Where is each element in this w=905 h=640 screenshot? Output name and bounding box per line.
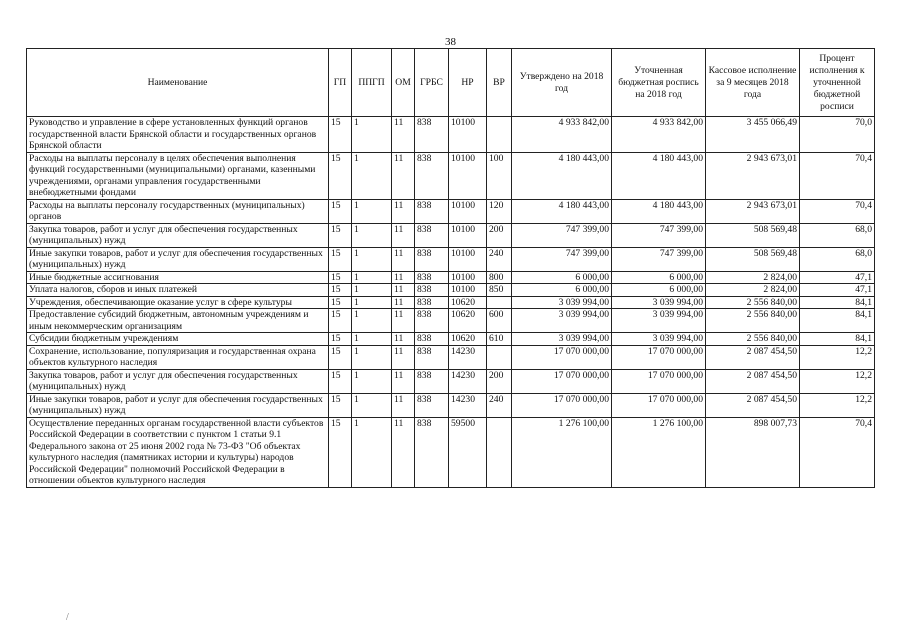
cell-vr: 610 [487, 333, 512, 346]
cell-name: Закупка товаров, работ и услуг для обеспечения государственных (муниципальных) нужд [27, 223, 329, 247]
cell-approved: 3 039 994,00 [512, 333, 612, 346]
cell-gp: 15 [329, 223, 352, 247]
cell-vr: 240 [487, 393, 512, 417]
cell-percent: 84,1 [800, 309, 875, 333]
cell-approved: 17 070 000,00 [512, 369, 612, 393]
cell-name: Осуществление переданных органам государственной власти субъектов Российской Федерации в соответствии с пунктом 1 статьи 9.1 Федерального закона от 25 июня 2002 года № 73-ФЗ "Об объектах культурного наследия (памятниках истории и культуры) народов Российской Федерации" полномочий Российской Федерации в отношении объектов культурного наследия [27, 417, 329, 487]
header-cash: Кассовое исполнение за 9 месяцев 2018 года [706, 49, 800, 117]
cell-approved: 6 000,00 [512, 284, 612, 297]
cell-cash: 2 943 673,01 [706, 199, 800, 223]
cell-clarified: 747 399,00 [612, 247, 706, 271]
cell-cash: 3 455 066,49 [706, 117, 800, 153]
cell-np: 10100 [449, 247, 487, 271]
cell-clarified: 747 399,00 [612, 223, 706, 247]
cell-clarified: 17 070 000,00 [612, 345, 706, 369]
cell-gp: 15 [329, 117, 352, 153]
header-ppgp: ППГП [352, 49, 392, 117]
table-row [27, 309, 875, 333]
cell-om: 11 [392, 271, 415, 284]
cell-name: Расходы на выплаты персоналу государственных (муниципальных) органов [27, 199, 329, 223]
cell-gp: 15 [329, 309, 352, 333]
header-gp: ГП [329, 49, 352, 117]
cell-name: Иные бюджетные ассигнования [27, 271, 329, 284]
table-row [27, 199, 875, 223]
cell-vr: 850 [487, 284, 512, 297]
cell-gp: 15 [329, 152, 352, 199]
cell-clarified: 4 180 443,00 [612, 199, 706, 223]
cell-grbs: 838 [415, 117, 449, 153]
cell-np: 10100 [449, 284, 487, 297]
cell-np: 10100 [449, 199, 487, 223]
cell-percent: 12,2 [800, 393, 875, 417]
cell-approved: 747 399,00 [512, 247, 612, 271]
cell-ppgp: 1 [352, 369, 392, 393]
cell-cash: 508 569,48 [706, 223, 800, 247]
cell-vr: 240 [487, 247, 512, 271]
cell-ppgp: 1 [352, 199, 392, 223]
cell-om: 11 [392, 296, 415, 309]
cell-gp: 15 [329, 333, 352, 346]
cell-grbs: 838 [415, 271, 449, 284]
cell-grbs: 838 [415, 309, 449, 333]
cell-name: Уплата налогов, сборов и иных платежей [27, 284, 329, 297]
table-header-row [27, 49, 875, 117]
cell-cash: 2 556 840,00 [706, 333, 800, 346]
cell-ppgp: 1 [352, 117, 392, 153]
cell-ppgp: 1 [352, 271, 392, 284]
table-row [27, 117, 875, 153]
cell-vr [487, 117, 512, 153]
cell-ppgp: 1 [352, 223, 392, 247]
cell-clarified: 4 180 443,00 [612, 152, 706, 199]
header-om: ОМ [392, 49, 415, 117]
cell-grbs: 838 [415, 199, 449, 223]
header-approved: Утверждено на 2018 год [512, 49, 612, 117]
cell-clarified: 3 039 994,00 [612, 309, 706, 333]
cell-vr: 200 [487, 369, 512, 393]
table-row [27, 271, 875, 284]
cell-approved: 747 399,00 [512, 223, 612, 247]
cell-vr [487, 296, 512, 309]
table-row [27, 152, 875, 199]
cell-vr [487, 345, 512, 369]
cell-gp: 15 [329, 417, 352, 487]
cell-om: 11 [392, 152, 415, 199]
cell-ppgp: 1 [352, 393, 392, 417]
cell-name: Учреждения, обеспечивающие оказание услуг в сфере культуры [27, 296, 329, 309]
cell-percent: 70,4 [800, 199, 875, 223]
header-np: НР [449, 49, 487, 117]
cell-om: 11 [392, 369, 415, 393]
table-body [27, 117, 875, 488]
cell-approved: 4 180 443,00 [512, 199, 612, 223]
cell-cash: 2 556 840,00 [706, 309, 800, 333]
budget-execution-table [26, 48, 875, 488]
cell-clarified: 3 039 994,00 [612, 296, 706, 309]
cell-cash: 2 087 454,50 [706, 345, 800, 369]
cell-cash: 2 824,00 [706, 271, 800, 284]
cell-percent: 68,0 [800, 247, 875, 271]
cell-grbs: 838 [415, 247, 449, 271]
cell-cash: 2 087 454,50 [706, 369, 800, 393]
table-row [27, 345, 875, 369]
cell-np: 10620 [449, 333, 487, 346]
cell-om: 11 [392, 333, 415, 346]
cell-vr: 200 [487, 223, 512, 247]
cell-np: 10620 [449, 309, 487, 333]
cell-om: 11 [392, 309, 415, 333]
table-row [27, 223, 875, 247]
cell-np: 14230 [449, 393, 487, 417]
cell-cash: 898 007,73 [706, 417, 800, 487]
header-vr: ВР [487, 49, 512, 117]
cell-om: 11 [392, 117, 415, 153]
cell-ppgp: 1 [352, 152, 392, 199]
cell-cash: 2 824,00 [706, 284, 800, 297]
cell-percent: 84,1 [800, 296, 875, 309]
cell-om: 11 [392, 199, 415, 223]
cell-ppgp: 1 [352, 284, 392, 297]
cell-approved: 3 039 994,00 [512, 296, 612, 309]
cell-approved: 3 039 994,00 [512, 309, 612, 333]
cell-grbs: 838 [415, 152, 449, 199]
cell-cash: 508 569,48 [706, 247, 800, 271]
cell-vr: 800 [487, 271, 512, 284]
cell-grbs: 838 [415, 333, 449, 346]
cell-approved: 6 000,00 [512, 271, 612, 284]
cell-np: 10100 [449, 223, 487, 247]
cell-percent: 70,0 [800, 117, 875, 153]
header-clarified: Уточненная бюджетная роспись на 2018 год [612, 49, 706, 117]
cell-clarified: 4 933 842,00 [612, 117, 706, 153]
cell-om: 11 [392, 247, 415, 271]
cell-name: Предоставление субсидий бюджетным, автономным учреждениям и иным некоммерческим организациям [27, 309, 329, 333]
cell-approved: 17 070 000,00 [512, 393, 612, 417]
cell-percent: 84,1 [800, 333, 875, 346]
cell-cash: 2 943 673,01 [706, 152, 800, 199]
cell-gp: 15 [329, 247, 352, 271]
cell-gp: 15 [329, 369, 352, 393]
cell-clarified: 6 000,00 [612, 271, 706, 284]
cell-clarified: 17 070 000,00 [612, 393, 706, 417]
cell-approved: 4 933 842,00 [512, 117, 612, 153]
cell-np: 10100 [449, 117, 487, 153]
cell-om: 11 [392, 284, 415, 297]
header-grbs: ГРБС [415, 49, 449, 117]
cell-ppgp: 1 [352, 417, 392, 487]
cell-grbs: 838 [415, 369, 449, 393]
cell-clarified: 3 039 994,00 [612, 333, 706, 346]
cell-clarified: 6 000,00 [612, 284, 706, 297]
cell-percent: 68,0 [800, 223, 875, 247]
cell-percent: 12,2 [800, 369, 875, 393]
cell-ppgp: 1 [352, 333, 392, 346]
cell-gp: 15 [329, 345, 352, 369]
cell-percent: 70,4 [800, 152, 875, 199]
cell-gp: 15 [329, 271, 352, 284]
cell-ppgp: 1 [352, 247, 392, 271]
cell-om: 11 [392, 223, 415, 247]
page-number: 38 [445, 36, 456, 48]
cell-vr: 600 [487, 309, 512, 333]
table-row [27, 333, 875, 346]
cell-ppgp: 1 [352, 296, 392, 309]
cell-np: 59500 [449, 417, 487, 487]
header-name: Наименование [27, 49, 329, 117]
table-row [27, 296, 875, 309]
table-row [27, 393, 875, 417]
cell-gp: 15 [329, 296, 352, 309]
cell-ppgp: 1 [352, 309, 392, 333]
cell-gp: 15 [329, 284, 352, 297]
cell-np: 14230 [449, 369, 487, 393]
cell-om: 11 [392, 417, 415, 487]
cell-grbs: 838 [415, 223, 449, 247]
cell-clarified: 1 276 100,00 [612, 417, 706, 487]
cell-grbs: 838 [415, 417, 449, 487]
table-row [27, 247, 875, 271]
margin-mark: / [66, 612, 69, 623]
cell-name: Закупка товаров, работ и услуг для обеспечения государственных (муниципальных) нужд [27, 369, 329, 393]
cell-percent: 47,1 [800, 271, 875, 284]
cell-clarified: 17 070 000,00 [612, 369, 706, 393]
cell-vr: 100 [487, 152, 512, 199]
cell-gp: 15 [329, 393, 352, 417]
cell-grbs: 838 [415, 393, 449, 417]
cell-np: 10620 [449, 296, 487, 309]
cell-grbs: 838 [415, 296, 449, 309]
cell-om: 11 [392, 345, 415, 369]
cell-cash: 2 087 454,50 [706, 393, 800, 417]
cell-percent: 47,1 [800, 284, 875, 297]
cell-vr: 120 [487, 199, 512, 223]
table-row [27, 284, 875, 297]
cell-cash: 2 556 840,00 [706, 296, 800, 309]
table-row [27, 417, 875, 487]
cell-approved: 1 276 100,00 [512, 417, 612, 487]
header-percent: Процент исполнения к уточненной бюджетной росписи [800, 49, 875, 117]
table-row [27, 369, 875, 393]
cell-np: 10100 [449, 271, 487, 284]
cell-name: Руководство и управление в сфере установленных функций органов государственной власти Брянской области и государственных органов Брянской области [27, 117, 329, 153]
cell-ppgp: 1 [352, 345, 392, 369]
cell-np: 14230 [449, 345, 487, 369]
cell-name: Иные закупки товаров, работ и услуг для обеспечения государственных (муниципальных) нужд [27, 393, 329, 417]
cell-name: Расходы на выплаты персоналу в целях обеспечения выполнения функций государственными (муниципальными) органами, казенными учреждениями, органами управления государственными внебюджетными фондами [27, 152, 329, 199]
cell-approved: 17 070 000,00 [512, 345, 612, 369]
cell-grbs: 838 [415, 284, 449, 297]
cell-name: Иные закупки товаров, работ и услуг для обеспечения государственных (муниципальных) нужд [27, 247, 329, 271]
cell-name: Субсидии бюджетным учреждениям [27, 333, 329, 346]
cell-percent: 70,4 [800, 417, 875, 487]
cell-gp: 15 [329, 199, 352, 223]
cell-grbs: 838 [415, 345, 449, 369]
cell-approved: 4 180 443,00 [512, 152, 612, 199]
cell-name: Сохранение, использование, популяризация и государственная охрана объектов культурного наследия [27, 345, 329, 369]
cell-np: 10100 [449, 152, 487, 199]
cell-percent: 12,2 [800, 345, 875, 369]
cell-om: 11 [392, 393, 415, 417]
cell-vr [487, 417, 512, 487]
